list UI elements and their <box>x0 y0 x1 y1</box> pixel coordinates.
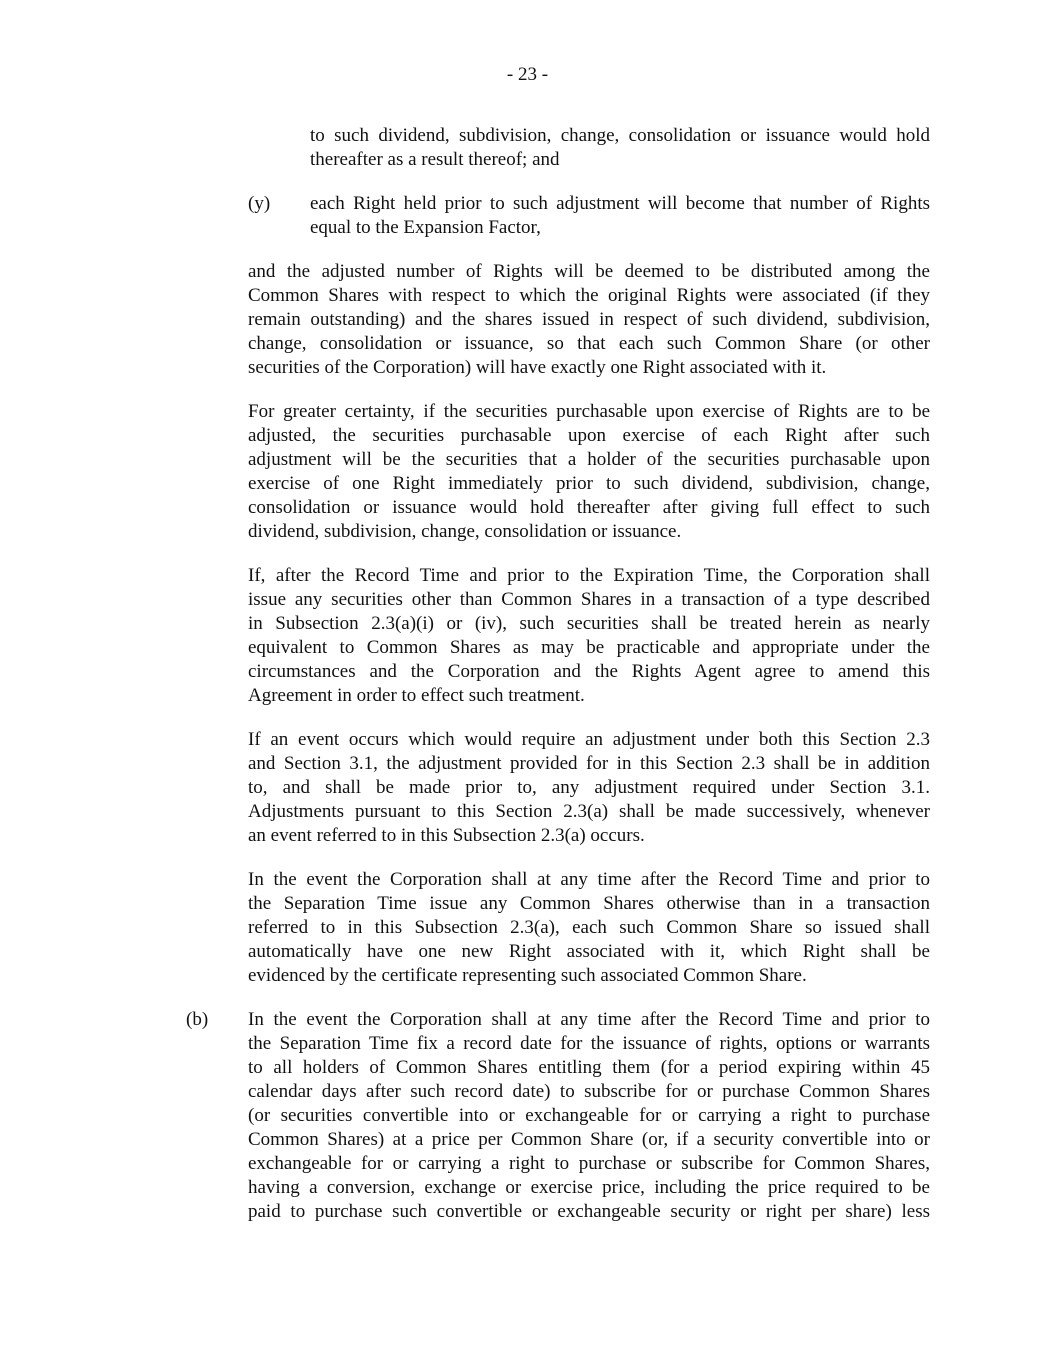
text-line: having a conversion, exchange or exercise price, including the price required to be <box>248 1177 930 1198</box>
text-line: Adjustments pursuant to this Section 2.3(a) shall be made successively, whenever <box>248 801 930 822</box>
paragraph <box>0 260 1055 380</box>
paragraph-text <box>248 868 930 988</box>
text-line: If, after the Record Time and prior to the Expiration Time, the Corporation shall <box>248 565 930 586</box>
text-line: equal to the Expansion Factor, <box>310 217 541 238</box>
text-line: paid to purchase such convertible or exchangeable security or right per share) less <box>248 1201 930 1222</box>
text-line: dividend, subdivision, change, consolidation or issuance. <box>248 521 682 542</box>
paragraph-text <box>248 1008 930 1224</box>
text-line: to all holders of Common Shares entitling them (for a period expiring within 45 <box>248 1057 930 1078</box>
text-line: exchangeable for or carrying a right to purchase or subscribe for Common Shares, <box>248 1153 930 1174</box>
text-line: Agreement in order to effect such treatment. <box>248 685 585 706</box>
paragraph-text <box>248 564 930 708</box>
paragraph <box>0 564 1055 708</box>
text-line: adjustment will be the securities that a holder of the securities purchasable upon <box>248 449 930 470</box>
text-line: automatically have one new Right associated with it, which Right shall be <box>248 941 930 962</box>
paragraph-text <box>248 260 930 380</box>
text-line: calendar days after such record date) to subscribe for or purchase Common Shares <box>248 1081 930 1102</box>
text-line: circumstances and the Corporation and the Rights Agent agree to amend this <box>248 661 930 682</box>
paragraph-text <box>248 728 930 848</box>
document-body <box>0 124 1055 1244</box>
paragraph <box>0 728 1055 848</box>
text-line: In the event the Corporation shall at any time after the Record Time and prior to <box>248 869 930 890</box>
text-line: consolidation or issuance would hold thereafter after giving full effect to such <box>248 497 930 518</box>
text-line: If an event occurs which would require an adjustment under both this Section 2.3 <box>248 729 930 750</box>
text-line: (or securities convertible into or exchangeable for or carrying a right to purchase <box>248 1105 930 1126</box>
paragraph <box>0 400 1055 544</box>
text-line: to such dividend, subdivision, change, consolidation or issuance would hold <box>310 125 930 146</box>
text-line: referred to in this Subsection 2.3(a), each such Common Share so issued shall <box>248 917 930 938</box>
text-line: and the adjusted number of Rights will be deemed to be distributed among the <box>248 261 930 282</box>
list-item-b <box>0 1008 1055 1224</box>
text-line: Common Shares) at a price per Common Share (or, if a security convertible into or <box>248 1129 930 1150</box>
text-line: change, consolidation or issuance, so that each such Common Share (or other <box>248 333 930 354</box>
paragraph-text <box>310 124 930 172</box>
text-line: evidenced by the certificate representing such associated Common Share. <box>248 965 807 986</box>
text-line: in Subsection 2.3(a)(i) or (iv), such securities shall be treated herein as nearly <box>248 613 930 634</box>
paragraph <box>0 868 1055 988</box>
text-line: each Right held prior to such adjustment will become that number of Rights <box>310 193 930 214</box>
text-line: adjusted, the securities purchasable upon exercise of each Right after such <box>248 425 930 446</box>
text-line: issue any securities other than Common Shares in a transaction of a type described <box>248 589 930 610</box>
paragraph <box>0 124 1055 172</box>
list-marker: (y) <box>248 193 271 214</box>
page-number: - 23 - <box>506 64 549 85</box>
text-line: remain outstanding) and the shares issued in respect of such dividend, subdivision, <box>248 309 930 330</box>
text-line: the Separation Time fix a record date for the issuance of rights, options or warrants <box>248 1033 930 1054</box>
text-line: exercise of one Right immediately prior to such dividend, subdivision, change, <box>248 473 930 494</box>
text-line: equivalent to Common Shares as may be practicable and appropriate under the <box>248 637 930 658</box>
list-item-y <box>0 192 1055 240</box>
text-line: to, and shall be made prior to, any adjustment required under Section 3.1. <box>248 777 930 798</box>
paragraph-text <box>310 192 930 240</box>
list-marker: (b) <box>186 1009 209 1030</box>
text-line: thereafter as a result thereof; and <box>310 149 560 170</box>
paragraph-text <box>248 400 930 544</box>
text-line: For greater certainty, if the securities purchasable upon exercise of Rights are to be <box>248 401 930 422</box>
text-line: an event referred to in this Subsection 2.3(a) occurs. <box>248 825 645 846</box>
text-line: the Separation Time issue any Common Shares otherwise than in a transaction <box>248 893 930 914</box>
text-line: Common Shares with respect to which the original Rights were associated (if they <box>248 285 930 306</box>
text-line: In the event the Corporation shall at any time after the Record Time and prior to <box>248 1009 930 1030</box>
text-line: and Section 3.1, the adjustment provided for in this Section 2.3 shall be in addition <box>248 753 930 774</box>
text-line: securities of the Corporation) will have exactly one Right associated with it. <box>248 357 827 378</box>
